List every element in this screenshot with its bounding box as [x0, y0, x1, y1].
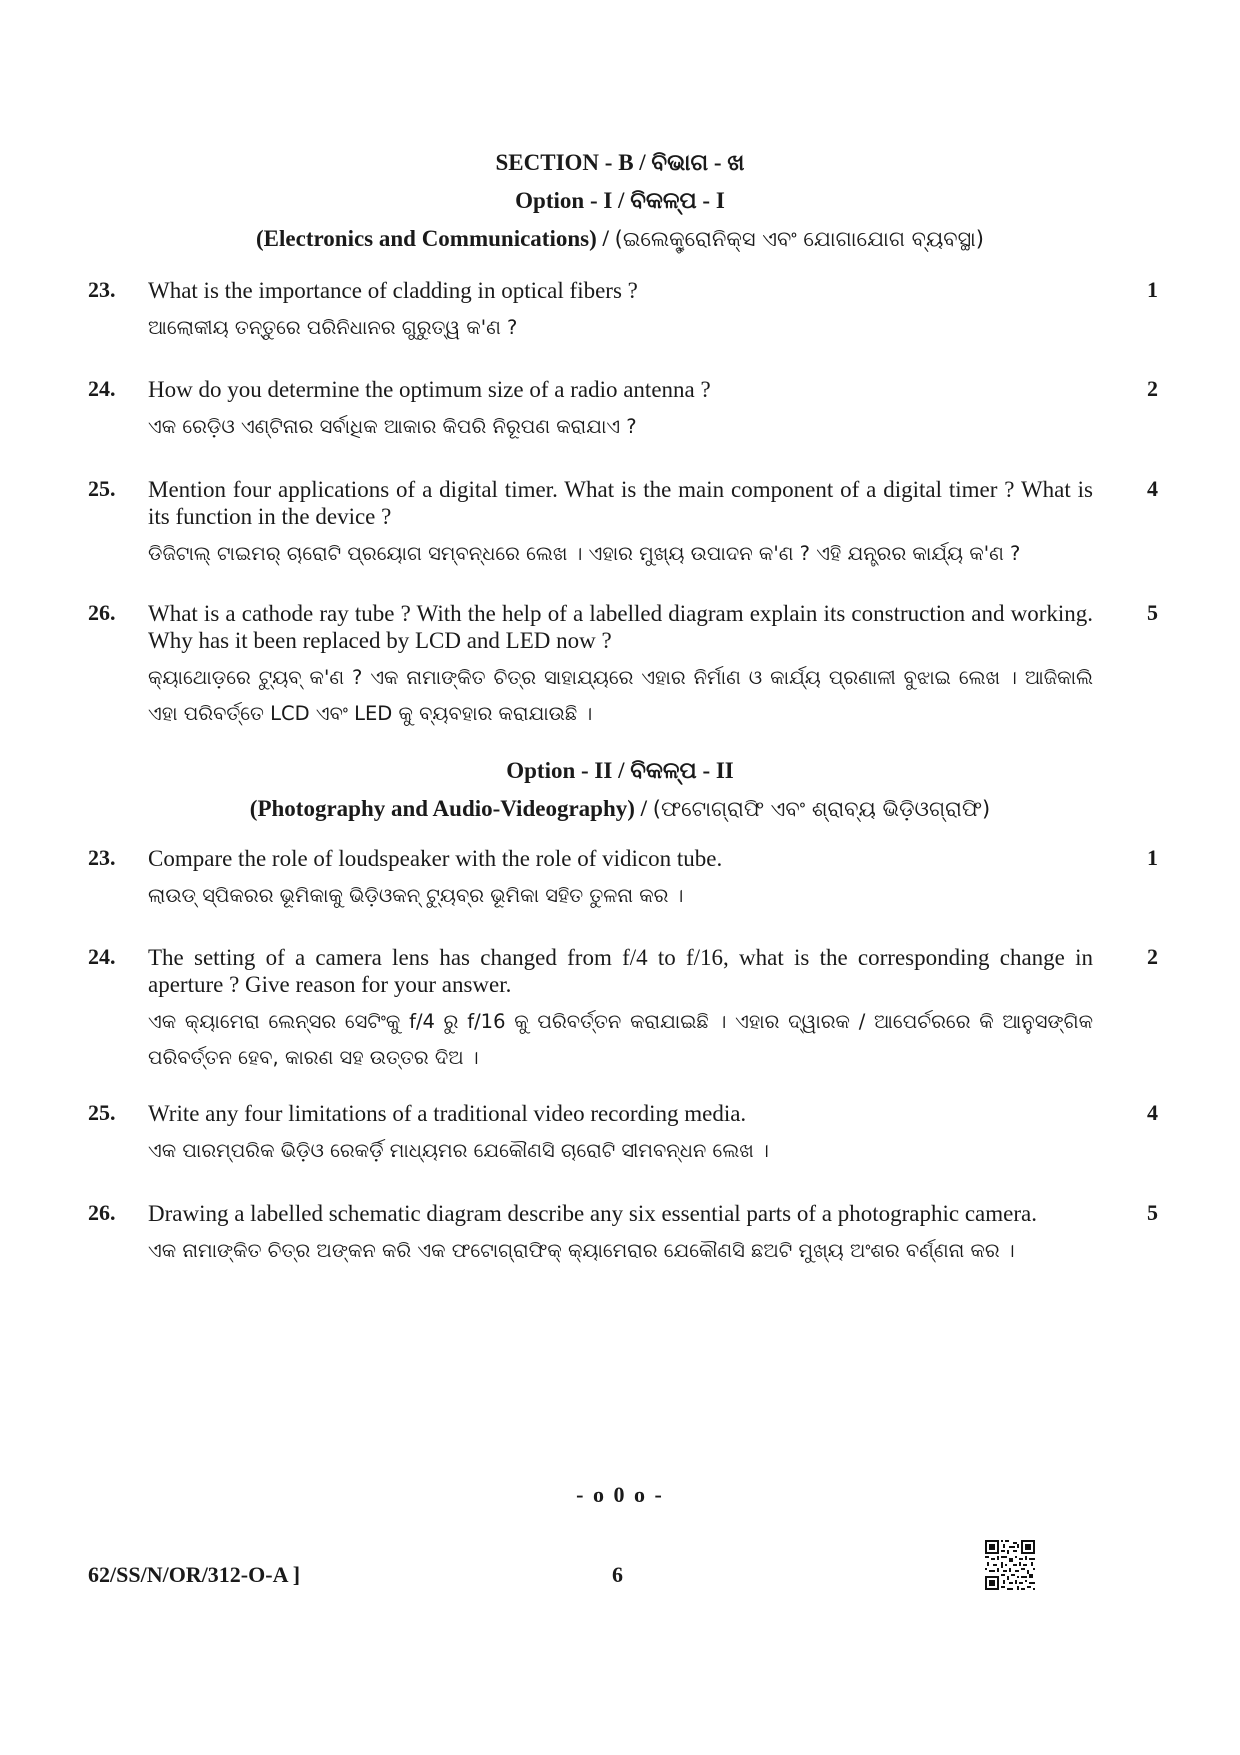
question-body	[148, 944, 1093, 1076]
question-body	[148, 600, 1093, 732]
question-text-or: ଏକ ପାରମ୍ପରିକ ଭିଡ଼ିଓ ରେକର୍ଡ଼ି ମାଧ୍ୟମର ଯେକୌଣସି ଚାରୋଟି ସୀମବନ୍ଧନ ଲେଖ ।	[148, 1139, 769, 1162]
question-text-en: Compare the role of loudspeaker with the role of vidicon tube.	[148, 846, 723, 871]
question-marks: 2	[1147, 944, 1158, 969]
question-text-or: ଆଲୋକୀୟ ତନ୍ତୁରେ ପରିନିଧାନର ଗୁରୁତ୍ୱ କ'ଣ ?	[148, 316, 518, 339]
option1-title-text: Option - I / ବିକଳ୍ପ - I	[515, 188, 725, 213]
question-text-en: The setting of a camera lens has changed from f/4 to f/16, what is the corresponding change in aperture ? Give reason for your answer.	[148, 945, 1093, 997]
question-text-en: Drawing a labelled schematic diagram describe any six essential parts of a photographic camera.	[148, 1201, 1037, 1226]
question-body	[148, 277, 1093, 346]
option2-subtitle-or: (ଫଟୋଗ୍ରାଫି ଏବଂ ଶ୍ରାବ୍ୟ ଭିଡ଼ିଓଗ୍ରାଫି)	[652, 797, 991, 821]
question-number: 24.	[88, 944, 116, 969]
question-text-en: How do you determine the optimum size of a radio antenna ?	[148, 377, 711, 402]
question-marks: 4	[1147, 1100, 1158, 1125]
question-number: 25.	[88, 1100, 116, 1125]
question-number: 24.	[88, 376, 116, 401]
question-marks: 1	[1147, 277, 1158, 302]
question-number: 23.	[88, 845, 116, 870]
option2-title	[0, 758, 1240, 784]
end-of-paper-mark: - o 0 o -	[576, 1482, 664, 1507]
question-text-or: ଡିଜିଟାଲ୍ ଟାଇମର୍ ଚାରୋଟି ପ୍ରୟୋଗ ସମ୍ବନ୍ଧରେ ଲେଖ । ଏହାର ମୁଖ୍ୟ ଉପାଦନ କ'ଣ ? ଏହି ଯନ୍ତ୍ରର କାର୍ଯ୍ୟ କ'ଣ ?	[148, 542, 1021, 565]
question-body	[148, 376, 1093, 445]
option1-subtitle	[0, 226, 1240, 252]
question-body	[148, 845, 1093, 914]
option2-subtitle-en: (Photography and Audio-Videography) /	[249, 796, 648, 821]
paper-code: 62/SS/N/OR/312-O-A ]	[88, 1562, 301, 1587]
question-body	[148, 1100, 1093, 1169]
question-number: 23.	[88, 277, 116, 302]
option1-subtitle-or: (ଇଲେକ୍ଟ୍ରୋନିକ୍ସ ଏବଂ ଯୋଗାଯୋଗ ବ୍ୟବସ୍ଥା)	[614, 227, 984, 251]
section-title-text: SECTION - B / ବିଭାଗ - ଖ	[495, 150, 745, 175]
question-number: 26.	[88, 1200, 116, 1225]
question-marks: 5	[1147, 600, 1158, 625]
question-text-or: ଏକ କ୍ୟାମେରା ଲେନ୍ସର ସେଟିଂକୁ f/4 ରୁ f/16 କୁ ପରିବର୍ତ୍ତନ କରାଯାଇଛି । ଏହାର ଦ୍ୱାରକ / ଆପେର୍ଚରରେ କି ଆନୁସଙ୍ଗିକ ପରିବର୍ତ୍ତନ ହେବ, କାରଣ ସହ ଉତ୍ତର ଦିଅ ।	[148, 1010, 1093, 1069]
question-number: 25.	[88, 476, 116, 501]
question-marks: 5	[1147, 1200, 1158, 1225]
option1-title	[0, 188, 1240, 214]
question-marks: 2	[1147, 376, 1158, 401]
page-number: 6	[612, 1562, 623, 1587]
option2-title-text: Option - II / ବିକଳ୍ପ - II	[506, 758, 734, 783]
question-number: 26.	[88, 600, 116, 625]
question-marks: 4	[1147, 476, 1158, 501]
question-text-en: What is a cathode ray tube ? With the help of a labelled diagram explain its construction and working. Why has it been replaced by LCD and LED now ?	[148, 601, 1093, 653]
question-body	[148, 476, 1093, 572]
section-title	[0, 150, 1240, 176]
question-text-or: ଏକ ରେଡ଼ିଓ ଏଣ୍ଟିନାର ସର୍ବାଧିକ ଆକାର କିପରି ନିରୂପଣ କରାଯାଏ ?	[148, 415, 637, 438]
question-text-or: କ୍ୟାଥୋଡ଼ରେ ଟ୍ୟୁବ୍ କ'ଣ ? ଏକ ନାମାଙ୍କିତ ଚିତ୍ର ସାହାଯ୍ୟରେ ଏହାର ନିର୍ମାଣ ଓ କାର୍ଯ୍ୟ ପ୍ରଣାଳୀ ବୁଝାଇ ଲେଖ । ଆଜିକାଲି ଏହା ପରିବର୍ତ୍ତେ LCD ଏବଂ LED କୁ ବ୍ୟବହାର କରାଯାଉଛି ।	[148, 666, 1093, 725]
qr-code-icon	[985, 1540, 1035, 1590]
question-text-or: ଲାଉଡ୍ ସ୍ପିକରର ଭୂମିକାକୁ ଭିଡ଼ିଓକନ୍ ଟ୍ୟୁବ୍‌ର ଭୂମିକା ସହିତ ତୁଳନା କର ।	[148, 884, 684, 907]
question-text-or: ଏକ ନାମାଙ୍କିତ ଚିତ୍ର ଅଙ୍କନ କରି ଏକ ଫଟୋଗ୍ରାଫିକ୍ କ୍ୟାମେରାର ଯେକୌଣସି ଛଅଟି ମୁଖ୍ୟ ଅଂଶର ବର୍ଣ୍ଣନା କର ।	[148, 1239, 1015, 1262]
question-text-en: Write any four limitations of a traditional video recording media.	[148, 1101, 747, 1126]
option2-subtitle	[0, 796, 1240, 822]
question-body	[148, 1200, 1093, 1269]
question-text-en: What is the importance of cladding in optical fibers ?	[148, 278, 638, 303]
question-text-en: Mention four applications of a digital timer. What is the main component of a digital timer ? What is its function in the device ?	[148, 477, 1093, 529]
option1-subtitle-en: (Electronics and Communications) /	[256, 226, 609, 251]
question-marks: 1	[1147, 845, 1158, 870]
